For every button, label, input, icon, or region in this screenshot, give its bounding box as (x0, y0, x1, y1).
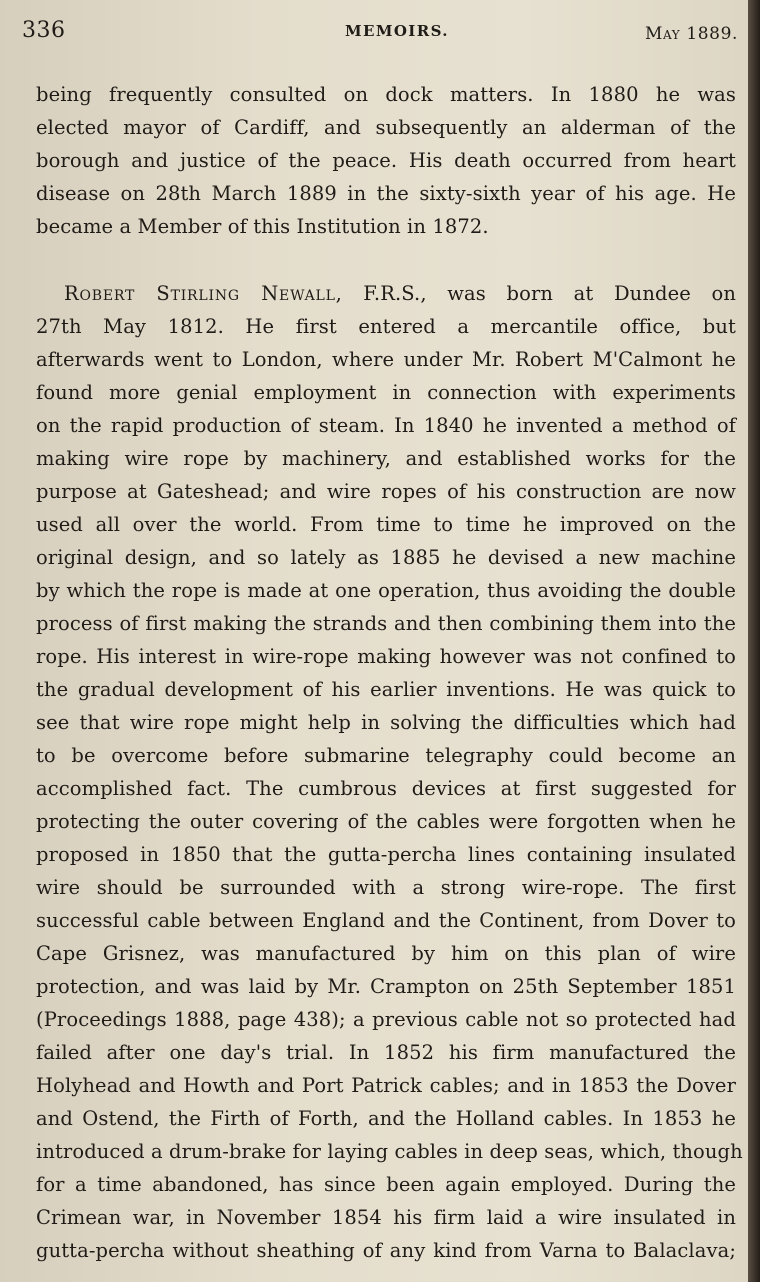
para2-line-14: see that wire rope might help in solving the difficulties which had (36, 711, 736, 734)
para2-line-23: (Proceedings 1888, page 438); a previous cable not so protected had (36, 1008, 736, 1031)
page-header (22, 18, 738, 50)
para2-line-1-rest: F.R.S., was born at Dundee on (342, 282, 736, 305)
para2-line-3: afterwards went to London, where under Mr. Robert M'Calmont he (36, 348, 736, 371)
para2-line-21: Cape Grisnez, was manufactured by him on this plan of wire (36, 942, 736, 965)
para2-line-13: the gradual development of his earlier inventions. He was quick to (36, 678, 736, 701)
para2-line-15: to be overcome before submarine telegraphy could become an (36, 744, 736, 767)
para1-line-5: became a Member of this Institution in 1872. (36, 215, 489, 238)
para2-line-20: successful cable between England and the Continent, from Dover to (36, 909, 736, 932)
para2-line-25: Holyhead and Howth and Port Patrick cables; and in 1853 the Dover (36, 1074, 736, 1097)
para2-line-9: original design, and so lately as 1885 he devised a new machine (36, 546, 736, 569)
para2-line-1 (64, 279, 736, 309)
para2-line-7: purpose at Gateshead; and wire ropes of his construction are now (36, 480, 736, 503)
para2-line-8: used all over the world. From time to time he improved on the (36, 513, 736, 536)
para1-line-2: elected mayor of Cardiff, and subsequently an alderman of the (36, 116, 736, 139)
para1-line-4: disease on 28th March 1889 in the sixty-sixth year of his age. He (36, 182, 736, 205)
para2-line-29: Crimean war, in November 1854 his firm laid a wire insulated in (36, 1206, 736, 1229)
para2-line-10: by which the rope is made at one operation, thus avoiding the double (36, 579, 736, 602)
para2-line-19: wire should be surrounded with a strong wire-rope. The first (36, 876, 736, 899)
para2-line-26: and Ostend, the Firth of Forth, and the Holland cables. In 1853 he (36, 1107, 736, 1130)
running-date: May 1889. (645, 24, 738, 44)
para1-line-3: borough and justice of the peace. His death occurred from heart (36, 149, 736, 172)
para2-line-16: accomplished fact. The cumbrous devices at first suggested for (36, 777, 736, 800)
para2-line-12: rope. His interest in wire-rope making however was not confined to (36, 645, 736, 668)
running-title: MEMOIRS. (345, 22, 449, 40)
para2-line-27: introduced a drum-brake for laying cables in deep seas, which, though (36, 1140, 743, 1163)
para2-line-18: proposed in 1850 that the gutta-percha lines containing insulated (36, 843, 736, 866)
para2-line-30: gutta-percha without sheathing of any kind from Varna to Balaclava; (36, 1239, 736, 1262)
para2-line-24: failed after one day's trial. In 1852 his firm manufactured the (36, 1041, 736, 1064)
para2-line-22: protection, and was laid by Mr. Crampton on 25th September 1851 (36, 975, 736, 998)
page-number: 336 (22, 18, 66, 43)
book-spine-shadow (748, 0, 760, 1282)
para2-line-5: on the rapid production of steam. In 1840 he invented a method of (36, 414, 736, 437)
para2-line-6: making wire rope by machinery, and established works for the (36, 447, 736, 470)
para2-line-4: found more genial employment in connection with experiments (36, 381, 736, 404)
para2-line-2: 27th May 1812. He first entered a mercantile office, but (36, 315, 736, 338)
memoir-subject-name: Robert Stirling Newall, (64, 282, 343, 305)
para2-line-28: for a time abandoned, has since been again employed. During the (36, 1173, 736, 1196)
para2-line-11: process of first making the strands and then combining them into the (36, 612, 736, 635)
para1-line-1: being frequently consulted on dock matters. In 1880 he was (36, 83, 736, 106)
para2-line-17: protecting the outer covering of the cables were forgotten when he (36, 810, 736, 833)
